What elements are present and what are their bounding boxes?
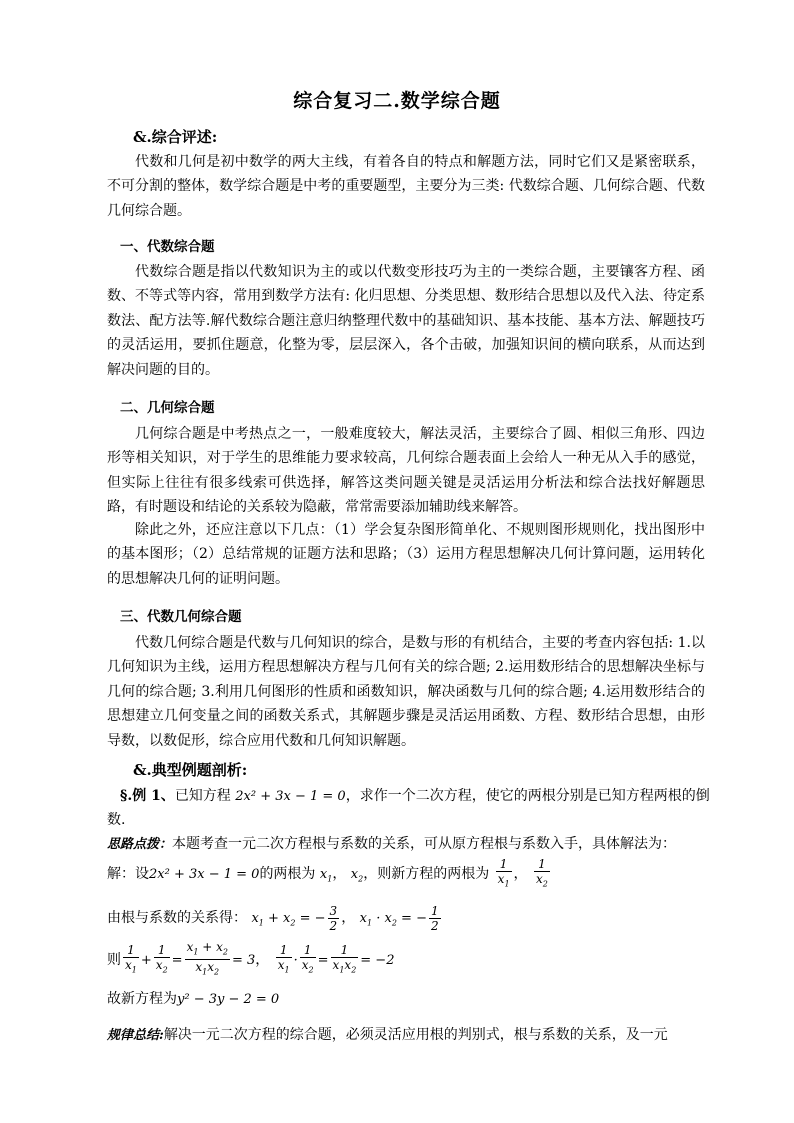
reciprocal-product-value: = −2 — [360, 952, 395, 968]
vieta-product: $x_1 \cdot x_2$ = − — [359, 911, 427, 928]
heading-algebra: 一、代数综合题 — [120, 239, 215, 255]
example-1-line-2: 数. — [107, 812, 126, 828]
algebra-paragraph: 代数综合题是指以代数知识为主的或以代数变形技巧为主的一类综合题，主要镶客方程、函数、不等式等内容，常用到数学方法有: 化归思想、分类思想、数形结合思想以及代入法、待定系数法、配方法等.解代数综合题注意归纳整理代数中的基础知识、基本技能、基本方法、解题技巧的灵活运用，要抓住题意，化整为零，层层深入，各个击破，加强知识间的横向联系，从而达到解决问题的目的。 — [107, 264, 705, 378]
vieta-text: 由根与系数的关系得： — [107, 910, 247, 926]
frac-prod: $\frac{1}{x_1x_2}$ — [332, 942, 357, 975]
solution-equation: 2x² + 3x − 1 = 0 — [149, 867, 260, 882]
fraction-1-over-x1: $\frac{1}{x_1}$ — [497, 856, 510, 889]
hint-line — [107, 832, 707, 857]
frac-b: $\frac{1}{x_2}$ — [155, 942, 168, 975]
summary-label: 规律总结: — [107, 1028, 164, 1043]
vieta-line: 由根与系数的关系得： $x_1 + x_2$ = − $\frac{3}{2}$ ， $x_1 \cdot x_2$ = − $\frac{1}{2}$ — [107, 903, 439, 933]
result-text: 故新方程为 — [107, 991, 177, 1007]
then-text: 则 — [107, 951, 121, 968]
fraction-1-over-x2: $\frac{1}{x_2}$ — [536, 856, 548, 889]
page-title: 综合复习二.数学综合题 — [293, 90, 501, 112]
geometry-paragraph: 几何综合题是中考热点之一，一般难度较大，解法灵活，主要综合了圆、相似三角形、四边形等相关知识，对于学生的思维能力要求较高，几何综合题表面上会给人一种无从入手的感觉，但实际上往往有很多线索可供选择，解答这类问题关键是灵活运用分析法和综合法找好解题思路，有时题设和结论的关系较为隐蔽，常常需要添加辅助线来解答。 — [107, 426, 705, 516]
frac-a: $\frac{1}{x_1}$ — [125, 942, 137, 975]
example-1-text-a: 已知方程 — [174, 788, 231, 804]
intro-paragraph: 代数和几何是初中数学的两大主线，有着各自的特点和解题方法，同时它们又是紧密联系，不可分割的整体，数学综合题是中考的重要题型，主要分为三类: 代数综合题、几何综合题、代数几何综合题。 — [107, 154, 705, 219]
fraction-1-over-2: $\frac{1}{2}$ — [430, 903, 439, 933]
summary-text: 解决一元二次方程的综合题，必须灵活应用根的判别式，根与系数的关系，及一元 — [163, 1027, 668, 1043]
frac-d: $\frac{1}{x_2}$ — [301, 942, 314, 975]
example-1-text-b: ，求作一个二次方程，使它的两根分别是已知方程两根的倒 — [345, 788, 710, 804]
result-equation: y² − 3y − 2 = 0 — [177, 992, 280, 1007]
example-1-label: §.例 1、 — [120, 788, 175, 804]
reciprocal-sum-value: = 3 — [231, 952, 256, 968]
hint-text: 本题考查一元二次方程根与系数的关系，可从原方程根与系数入手，具体解法为： — [172, 836, 677, 852]
result-line — [107, 987, 707, 1012]
section-overview-heading: &.综合评述: — [133, 128, 218, 146]
example-1-equation: 2x² + 3x − 1 = 0 — [235, 789, 346, 804]
geometry-notes-paragraph: 除此之外，还应注意以下几点：（1）学会复杂图形简单化、不规则图形规则化，找出图形中的基本图形；（2）总结常规的证题方法和思路；（3）运用方程思想解决几何计算问题，运用转化的思想解决几何的证明问题。 — [107, 522, 705, 587]
section-examples-heading: &.典型例题剖析: — [133, 761, 248, 779]
heading-geometry: 二、几何综合题 — [120, 400, 215, 416]
algebra-geometry-paragraph: 代数几何综合题是代数与几何知识的综合，是数与形的有机结合，主要的考查内容包括: 1.以几何知识为主线，运用方程思想解决方程与几何有关的综合题; 2.运用数形结合的思想解决坐标与几何的综合题; 3.利用几何图形的性质和函数知识，解决函数与几何的综合题; 4.运用数形结合的思想建立几何变量之间的函数关系式，其解题步骤是灵活运用函数、方程、数形结合思想，由形导数，以数促形，综合应用代数和几何知识解题。 — [107, 635, 705, 749]
heading-algebra-geometry: 三、代数几何综合题 — [120, 609, 242, 625]
summary-line — [107, 1023, 707, 1048]
frac-c: $\frac{1}{x_1}$ — [277, 942, 290, 975]
root-x1: $x_1$ — [319, 867, 333, 884]
solution-text-c: ，则新方程的两根为 — [363, 866, 490, 882]
hint-label: 思路点拨： — [107, 837, 173, 852]
solution-text-a: 解：设 — [107, 866, 149, 882]
example-1-line — [120, 784, 710, 809]
frac-sum: $\frac{x_1 + x_2}{x_1x_2}$ — [186, 940, 228, 977]
solution-text-b: 的两根为 — [259, 866, 316, 882]
reciprocal-line: 则 $\frac{1}{x_1}$ + $\frac{1}{x_2}$ = $\frac{x_1 + x_2}{x_1x_2}$ = 3， $\frac{1}{x_1}$ · $\frac{1}{x_2}$ = $\frac{1}{x_1x_2}$ = −2 — [107, 940, 707, 980]
root-x2: $x_2$ — [350, 867, 364, 884]
vieta-sum: $x_1 + x_2$ = − — [251, 911, 326, 928]
fraction-3-over-2: $\frac{3}{2}$ — [329, 903, 338, 933]
solution-line: 解：设2x² + 3x − 1 = 0的两根为 $x_1$， $x_2$，则新方程的两根为 $\frac{1}{x_1}$ ， $\frac{1}{x_2}$ — [107, 856, 707, 898]
